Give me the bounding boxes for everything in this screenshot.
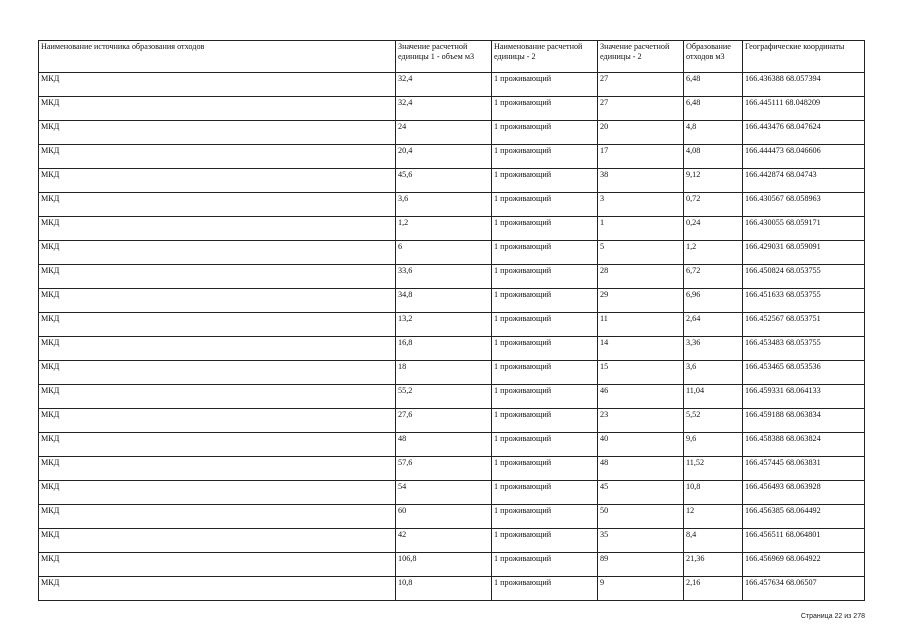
cell-unit1-value: 60 [396, 505, 492, 529]
cell-coordinates: 166.444473 68.046606 [743, 145, 865, 169]
cell-unit2-value: 11 [598, 313, 684, 337]
cell-unit2-value: 27 [598, 97, 684, 121]
cell-waste-volume: 0,72 [684, 193, 743, 217]
cell-coordinates: 166.436388 68.057394 [743, 73, 865, 97]
cell-source: МКД [39, 217, 396, 241]
cell-unit2-value: 1 [598, 217, 684, 241]
column-header-source: Наименование источника образования отходов [39, 41, 396, 73]
cell-coordinates: 166.430055 68.059171 [743, 217, 865, 241]
cell-waste-volume: 6,96 [684, 289, 743, 313]
cell-waste-volume: 5,52 [684, 409, 743, 433]
cell-waste-volume: 10,8 [684, 481, 743, 505]
cell-unit1-value: 32,4 [396, 73, 492, 97]
cell-unit2-name: 1 проживающий [492, 577, 598, 601]
cell-source: МКД [39, 481, 396, 505]
table-row [39, 145, 865, 169]
cell-unit2-name: 1 проживающий [492, 481, 598, 505]
table-row [39, 529, 865, 553]
cell-unit2-name: 1 проживающий [492, 289, 598, 313]
cell-coordinates: 166.430567 68.058963 [743, 193, 865, 217]
cell-unit2-name: 1 проживающий [492, 505, 598, 529]
cell-unit2-name: 1 проживающий [492, 529, 598, 553]
cell-unit2-name: 1 проживающий [492, 553, 598, 577]
table-row [39, 361, 865, 385]
cell-coordinates: 166.456385 68.064492 [743, 505, 865, 529]
table-row [39, 193, 865, 217]
cell-waste-volume: 11,04 [684, 385, 743, 409]
cell-unit2-name: 1 проживающий [492, 433, 598, 457]
cell-source: МКД [39, 361, 396, 385]
cell-unit1-value: 6 [396, 241, 492, 265]
cell-source: МКД [39, 433, 396, 457]
cell-unit2-name: 1 проживающий [492, 385, 598, 409]
cell-source: МКД [39, 529, 396, 553]
cell-source: МКД [39, 97, 396, 121]
cell-coordinates: 166.456511 68.064801 [743, 529, 865, 553]
cell-source: МКД [39, 577, 396, 601]
cell-unit1-value: 34,8 [396, 289, 492, 313]
table-row [39, 457, 865, 481]
cell-unit2-name: 1 проживающий [492, 265, 598, 289]
cell-unit2-value: 15 [598, 361, 684, 385]
table-row [39, 217, 865, 241]
cell-source: МКД [39, 265, 396, 289]
table-row [39, 337, 865, 361]
cell-unit2-name: 1 проживающий [492, 121, 598, 145]
cell-unit1-value: 20,4 [396, 145, 492, 169]
cell-unit2-value: 27 [598, 73, 684, 97]
cell-waste-volume: 4,08 [684, 145, 743, 169]
cell-source: МКД [39, 409, 396, 433]
cell-coordinates: 166.456493 68.063928 [743, 481, 865, 505]
cell-source: МКД [39, 457, 396, 481]
page-number: Страница 22 из 278 [800, 613, 865, 620]
cell-unit2-value: 50 [598, 505, 684, 529]
cell-coordinates: 166.453483 68.053755 [743, 337, 865, 361]
cell-source: МКД [39, 505, 396, 529]
column-header-unit2-name: Наименование расчетной единицы - 2 [492, 41, 598, 73]
table-row [39, 97, 865, 121]
cell-waste-volume: 21,36 [684, 553, 743, 577]
table-header-row [39, 41, 865, 73]
cell-waste-volume: 11,52 [684, 457, 743, 481]
cell-coordinates: 166.450824 68.053755 [743, 265, 865, 289]
table-row [39, 481, 865, 505]
cell-unit2-value: 38 [598, 169, 684, 193]
cell-unit2-value: 9 [598, 577, 684, 601]
cell-waste-volume: 6,48 [684, 73, 743, 97]
cell-unit2-name: 1 проживающий [492, 73, 598, 97]
cell-unit2-name: 1 проживающий [492, 457, 598, 481]
table-row [39, 409, 865, 433]
table-row [39, 73, 865, 97]
cell-coordinates: 166.459331 68.064133 [743, 385, 865, 409]
cell-waste-volume: 0,24 [684, 217, 743, 241]
cell-coordinates: 166.457445 68.063831 [743, 457, 865, 481]
cell-unit2-name: 1 проживающий [492, 361, 598, 385]
cell-source: МКД [39, 553, 396, 577]
cell-unit1-value: 42 [396, 529, 492, 553]
waste-sources-table [38, 40, 865, 601]
cell-waste-volume: 4,8 [684, 121, 743, 145]
table-row [39, 553, 865, 577]
cell-source: МКД [39, 121, 396, 145]
cell-coordinates: 166.456969 68.064922 [743, 553, 865, 577]
cell-coordinates: 166.451633 68.053755 [743, 289, 865, 313]
table-row [39, 505, 865, 529]
cell-unit1-value: 10,8 [396, 577, 492, 601]
column-header-unit2-value: Значение расчетной единицы - 2 [598, 41, 684, 73]
cell-source: МКД [39, 169, 396, 193]
table-row [39, 241, 865, 265]
cell-source: МКД [39, 313, 396, 337]
cell-waste-volume: 2,64 [684, 313, 743, 337]
cell-unit1-value: 57,6 [396, 457, 492, 481]
cell-unit1-value: 106,8 [396, 553, 492, 577]
table-row [39, 121, 865, 145]
cell-unit1-value: 1,2 [396, 217, 492, 241]
cell-waste-volume: 6,48 [684, 97, 743, 121]
cell-unit1-value: 13,2 [396, 313, 492, 337]
cell-unit2-name: 1 проживающий [492, 193, 598, 217]
cell-coordinates: 166.453465 68.053536 [743, 361, 865, 385]
cell-unit1-value: 27,6 [396, 409, 492, 433]
cell-unit2-value: 17 [598, 145, 684, 169]
cell-unit1-value: 16,8 [396, 337, 492, 361]
cell-unit2-value: 14 [598, 337, 684, 361]
cell-unit2-name: 1 проживающий [492, 409, 598, 433]
cell-unit1-value: 33,6 [396, 265, 492, 289]
cell-coordinates: 166.429031 68.059091 [743, 241, 865, 265]
cell-source: МКД [39, 193, 396, 217]
cell-waste-volume: 6,72 [684, 265, 743, 289]
column-header-waste-volume: Образование отходов м3 [684, 41, 743, 73]
table-body [39, 73, 865, 601]
cell-unit2-value: 89 [598, 553, 684, 577]
cell-unit1-value: 45,6 [396, 169, 492, 193]
cell-coordinates: 166.445111 68.048209 [743, 97, 865, 121]
cell-unit2-value: 46 [598, 385, 684, 409]
cell-coordinates: 166.452567 68.053751 [743, 313, 865, 337]
cell-unit2-value: 35 [598, 529, 684, 553]
cell-unit2-value: 28 [598, 265, 684, 289]
cell-unit2-value: 48 [598, 457, 684, 481]
table-row [39, 169, 865, 193]
cell-waste-volume: 1,2 [684, 241, 743, 265]
cell-coordinates: 166.458388 68.063824 [743, 433, 865, 457]
cell-unit2-name: 1 проживающий [492, 313, 598, 337]
cell-unit2-value: 45 [598, 481, 684, 505]
table-row [39, 577, 865, 601]
cell-unit2-value: 3 [598, 193, 684, 217]
column-header-coordinates: Географические координаты [743, 41, 865, 73]
cell-unit2-name: 1 проживающий [492, 337, 598, 361]
cell-waste-volume: 9,12 [684, 169, 743, 193]
table-row [39, 265, 865, 289]
table-row [39, 313, 865, 337]
table-row [39, 433, 865, 457]
cell-unit2-value: 5 [598, 241, 684, 265]
cell-unit1-value: 54 [396, 481, 492, 505]
cell-source: МКД [39, 73, 396, 97]
cell-unit2-name: 1 проживающий [492, 145, 598, 169]
cell-unit2-name: 1 проживающий [492, 169, 598, 193]
cell-waste-volume: 12 [684, 505, 743, 529]
cell-coordinates: 166.459188 68.063834 [743, 409, 865, 433]
cell-waste-volume: 3,36 [684, 337, 743, 361]
cell-unit1-value: 48 [396, 433, 492, 457]
cell-waste-volume: 8,4 [684, 529, 743, 553]
cell-unit1-value: 32,4 [396, 97, 492, 121]
cell-waste-volume: 3,6 [684, 361, 743, 385]
cell-source: МКД [39, 289, 396, 313]
table-row [39, 289, 865, 313]
cell-unit2-value: 20 [598, 121, 684, 145]
cell-unit2-name: 1 проживающий [492, 97, 598, 121]
cell-waste-volume: 9,6 [684, 433, 743, 457]
column-header-unit1-value: Значение расчетной единицы 1 - объем м3 [396, 41, 492, 73]
cell-coordinates: 166.443476 68.047624 [743, 121, 865, 145]
cell-unit1-value: 55,2 [396, 385, 492, 409]
cell-unit2-name: 1 проживающий [492, 217, 598, 241]
cell-unit1-value: 18 [396, 361, 492, 385]
cell-unit2-value: 29 [598, 289, 684, 313]
cell-unit2-value: 23 [598, 409, 684, 433]
cell-unit2-name: 1 проживающий [492, 241, 598, 265]
cell-unit1-value: 3,6 [396, 193, 492, 217]
cell-source: МКД [39, 337, 396, 361]
cell-waste-volume: 2,16 [684, 577, 743, 601]
cell-unit1-value: 24 [396, 121, 492, 145]
cell-source: МКД [39, 385, 396, 409]
cell-coordinates: 166.457634 68.06507 [743, 577, 865, 601]
cell-coordinates: 166.442874 68.04743 [743, 169, 865, 193]
table-row [39, 385, 865, 409]
cell-source: МКД [39, 241, 396, 265]
cell-unit2-value: 40 [598, 433, 684, 457]
cell-source: МКД [39, 145, 396, 169]
